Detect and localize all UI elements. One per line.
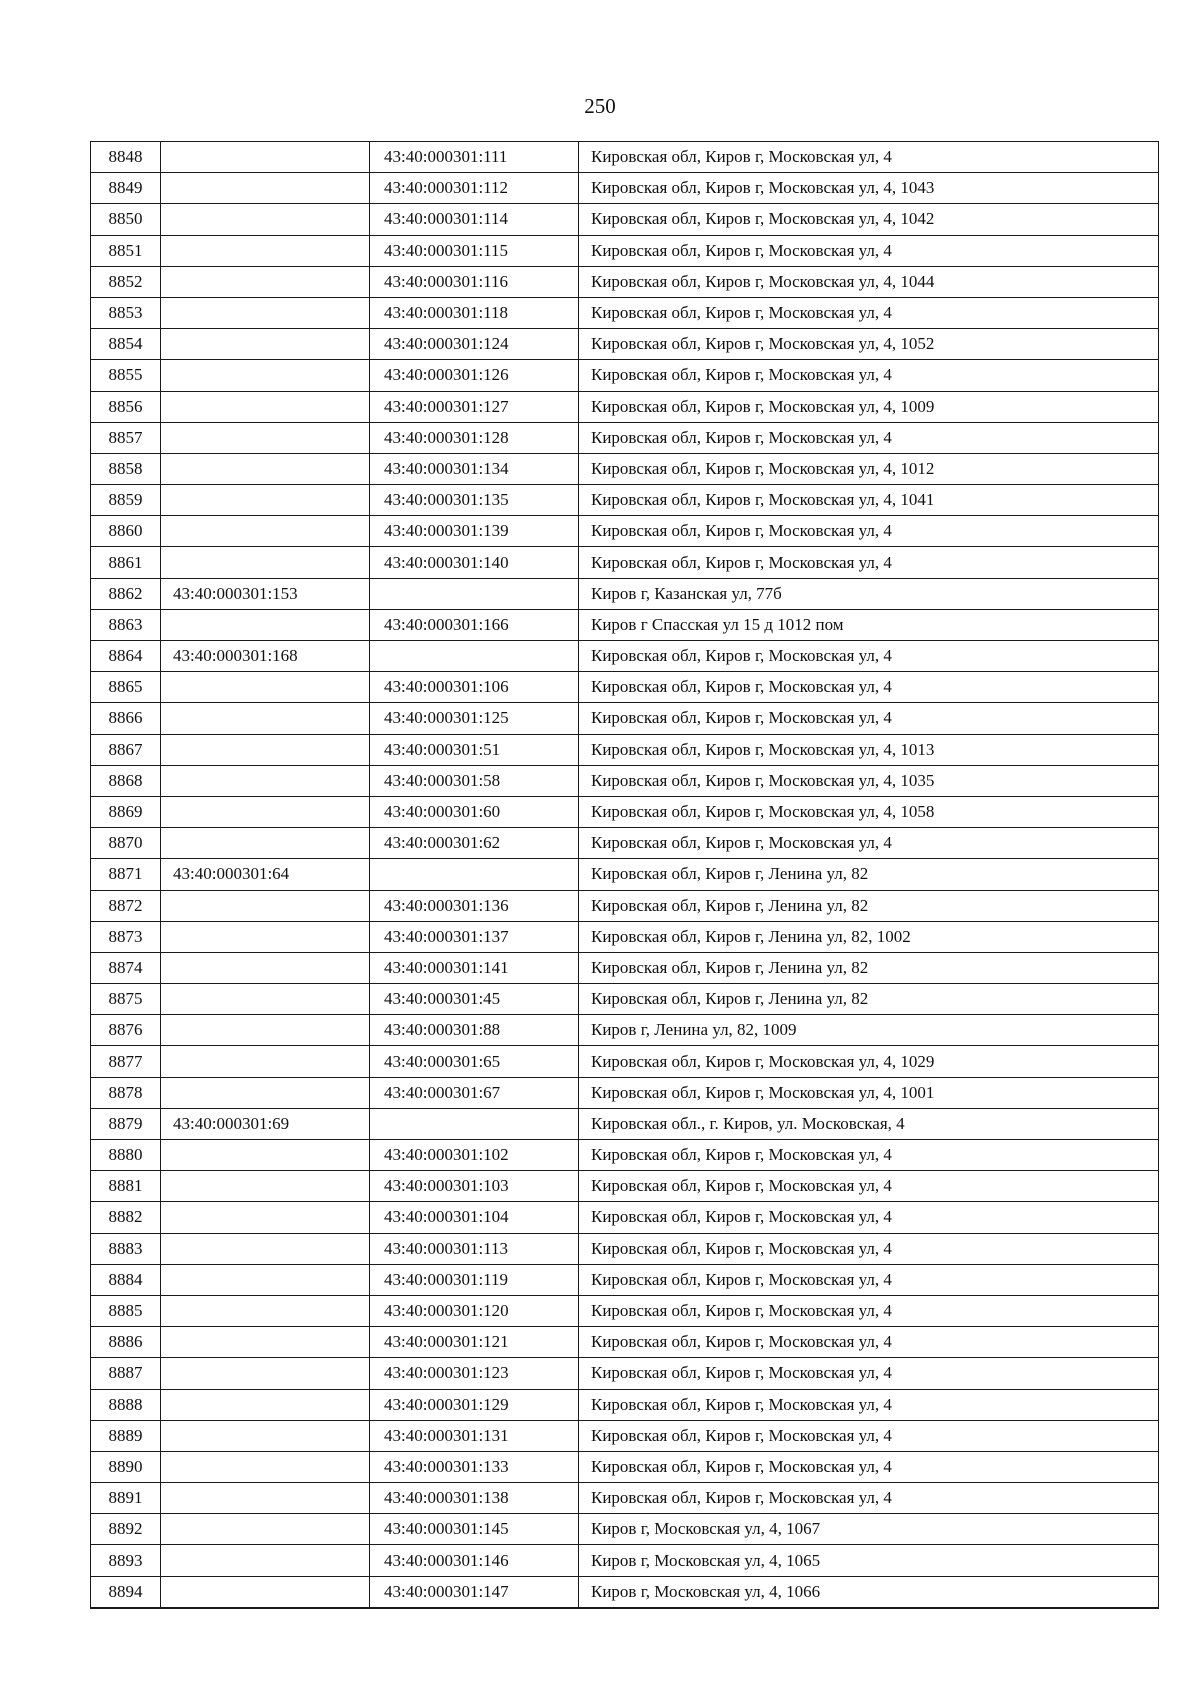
address-cell: Кировская обл, Киров г, Московская ул, 4 <box>579 1451 1159 1482</box>
premises-number-cell: 43:40:000301:140 <box>370 547 579 578</box>
premises-number-cell: 43:40:000301:104 <box>370 1202 579 1233</box>
parcel-number-cell <box>161 1202 370 1233</box>
row-number-cell: 8893 <box>91 1545 161 1576</box>
table-row <box>91 672 1159 703</box>
parcel-number-cell <box>161 672 370 703</box>
address-cell: Кировская обл, Киров г, Московская ул, 4 <box>579 235 1159 266</box>
row-number-cell: 8892 <box>91 1514 161 1545</box>
parcel-number-cell <box>161 703 370 734</box>
row-number-cell: 8871 <box>91 859 161 890</box>
row-number-cell: 8886 <box>91 1327 161 1358</box>
parcel-number-cell <box>161 765 370 796</box>
address-cell: Кировская обл, Киров г, Московская ул, 4, 1013 <box>579 734 1159 765</box>
address-cell: Кировская обл, Киров г, Московская ул, 4 <box>579 297 1159 328</box>
table-row <box>91 1545 1159 1576</box>
table-row <box>91 485 1159 516</box>
premises-number-cell: 43:40:000301:128 <box>370 422 579 453</box>
address-cell: Кировская обл, Киров г, Московская ул, 4 <box>579 1389 1159 1420</box>
parcel-number-cell <box>161 1264 370 1295</box>
row-number-cell: 8851 <box>91 235 161 266</box>
premises-number-cell: 43:40:000301:103 <box>370 1171 579 1202</box>
premises-number-cell: 43:40:000301:60 <box>370 796 579 827</box>
row-number-cell: 8894 <box>91 1576 161 1608</box>
address-cell: Киров г, Московская ул, 4, 1065 <box>579 1545 1159 1576</box>
address-cell: Кировская обл, Киров г, Московская ул, 4 <box>579 1327 1159 1358</box>
parcel-number-cell <box>161 1545 370 1576</box>
parcel-number-cell <box>161 173 370 204</box>
address-cell: Киров г, Ленина ул, 82, 1009 <box>579 1015 1159 1046</box>
parcel-number-cell <box>161 1483 370 1514</box>
premises-number-cell: 43:40:000301:135 <box>370 485 579 516</box>
parcel-number-cell <box>161 266 370 297</box>
row-number-cell: 8848 <box>91 142 161 173</box>
table-row <box>91 1389 1159 1420</box>
row-number-cell: 8874 <box>91 952 161 983</box>
premises-number-cell: 43:40:000301:137 <box>370 921 579 952</box>
address-cell: Кировская обл, Киров г, Московская ул, 4, 1044 <box>579 266 1159 297</box>
table-body <box>91 142 1159 1608</box>
address-cell: Кировская обл, Киров г, Ленина ул, 82 <box>579 890 1159 921</box>
premises-number-cell: 43:40:000301:127 <box>370 391 579 422</box>
premises-number-cell: 43:40:000301:88 <box>370 1015 579 1046</box>
premises-number-cell: 43:40:000301:124 <box>370 329 579 360</box>
address-cell: Кировская обл, Киров г, Московская ул, 4, 1043 <box>579 173 1159 204</box>
table-row <box>91 422 1159 453</box>
parcel-number-cell <box>161 890 370 921</box>
table-row <box>91 453 1159 484</box>
premises-number-cell: 43:40:000301:126 <box>370 360 579 391</box>
address-cell: Кировская обл, Киров г, Московская ул, 4, 1012 <box>579 453 1159 484</box>
address-cell: Кировская обл, Киров г, Московская ул, 4 <box>579 360 1159 391</box>
row-number-cell: 8868 <box>91 765 161 796</box>
row-number-cell: 8856 <box>91 391 161 422</box>
table-row <box>91 828 1159 859</box>
parcel-number-cell <box>161 204 370 235</box>
table-row <box>91 1295 1159 1326</box>
address-cell: Кировская обл, Киров г, Московская ул, 4 <box>579 672 1159 703</box>
premises-number-cell: 43:40:000301:147 <box>370 1576 579 1608</box>
premises-number-cell: 43:40:000301:65 <box>370 1046 579 1077</box>
parcel-number-cell <box>161 1171 370 1202</box>
page-number: 250 <box>584 94 616 118</box>
address-cell: Кировская обл, Киров г, Московская ул, 4 <box>579 1483 1159 1514</box>
table-row <box>91 391 1159 422</box>
address-cell: Кировская обл, Киров г, Московская ул, 4 <box>579 1358 1159 1389</box>
premises-number-cell: 43:40:000301:51 <box>370 734 579 765</box>
table-row <box>91 329 1159 360</box>
premises-number-cell: 43:40:000301:111 <box>370 142 579 173</box>
table-row <box>91 1576 1159 1608</box>
table-row <box>91 609 1159 640</box>
table-row <box>91 1140 1159 1171</box>
row-number-cell: 8853 <box>91 297 161 328</box>
premises-number-cell: 43:40:000301:118 <box>370 297 579 328</box>
row-number-cell: 8875 <box>91 984 161 1015</box>
address-cell: Киров г, Московская ул, 4, 1066 <box>579 1576 1159 1608</box>
table-row <box>91 266 1159 297</box>
row-number-cell: 8870 <box>91 828 161 859</box>
parcel-number-cell <box>161 1451 370 1482</box>
premises-number-cell: 43:40:000301:131 <box>370 1420 579 1451</box>
row-number-cell: 8859 <box>91 485 161 516</box>
address-cell: Кировская обл, Киров г, Московская ул, 4 <box>579 1202 1159 1233</box>
premises-number-cell: 43:40:000301:114 <box>370 204 579 235</box>
table-row <box>91 1327 1159 1358</box>
parcel-number-cell <box>161 360 370 391</box>
table-row <box>91 142 1159 173</box>
row-number-cell: 8854 <box>91 329 161 360</box>
table-row <box>91 1420 1159 1451</box>
address-cell: Киров г Спасская ул 15 д 1012 пом <box>579 609 1159 640</box>
parcel-number-cell <box>161 1015 370 1046</box>
row-number-cell: 8879 <box>91 1108 161 1139</box>
parcel-number-cell: 43:40:000301:69 <box>161 1108 370 1139</box>
parcel-number-cell <box>161 422 370 453</box>
address-cell: Кировская обл, Киров г, Московская ул, 4 <box>579 1264 1159 1295</box>
row-number-cell: 8883 <box>91 1233 161 1264</box>
premises-number-cell: 43:40:000301:138 <box>370 1483 579 1514</box>
address-cell: Кировская обл., г. Киров, ул. Московская, 4 <box>579 1108 1159 1139</box>
row-number-cell: 8884 <box>91 1264 161 1295</box>
table-row <box>91 1514 1159 1545</box>
table-row <box>91 1483 1159 1514</box>
parcel-number-cell <box>161 828 370 859</box>
premises-number-cell: 43:40:000301:141 <box>370 952 579 983</box>
address-cell: Кировская обл, Киров г, Ленина ул, 82 <box>579 859 1159 890</box>
address-cell: Кировская обл, Киров г, Московская ул, 4 <box>579 1295 1159 1326</box>
row-number-cell: 8872 <box>91 890 161 921</box>
parcel-number-cell <box>161 952 370 983</box>
row-number-cell: 8890 <box>91 1451 161 1482</box>
address-cell: Кировская обл, Киров г, Московская ул, 4 <box>579 547 1159 578</box>
premises-number-cell: 43:40:000301:146 <box>370 1545 579 1576</box>
table-row <box>91 1077 1159 1108</box>
parcel-number-cell <box>161 516 370 547</box>
premises-number-cell: 43:40:000301:145 <box>370 1514 579 1545</box>
row-number-cell: 8891 <box>91 1483 161 1514</box>
address-cell: Кировская обл, Киров г, Московская ул, 4, 1041 <box>579 485 1159 516</box>
address-cell: Кировская обл, Киров г, Московская ул, 4, 1035 <box>579 765 1159 796</box>
row-number-cell: 8850 <box>91 204 161 235</box>
table-row <box>91 578 1159 609</box>
premises-number-cell: 43:40:000301:62 <box>370 828 579 859</box>
address-cell: Кировская обл, Киров г, Московская ул, 4, 1058 <box>579 796 1159 827</box>
row-number-cell: 8849 <box>91 173 161 204</box>
address-cell: Кировская обл, Киров г, Московская ул, 4, 1042 <box>579 204 1159 235</box>
table-row <box>91 547 1159 578</box>
row-number-cell: 8864 <box>91 641 161 672</box>
table-row <box>91 641 1159 672</box>
table-row <box>91 1358 1159 1389</box>
row-number-cell: 8866 <box>91 703 161 734</box>
address-cell: Киров г, Московская ул, 4, 1067 <box>579 1514 1159 1545</box>
table-row <box>91 1264 1159 1295</box>
address-cell: Кировская обл, Киров г, Ленина ул, 82 <box>579 952 1159 983</box>
parcel-number-cell <box>161 1576 370 1608</box>
address-cell: Кировская обл, Киров г, Московская ул, 4 <box>579 1171 1159 1202</box>
table-row <box>91 1108 1159 1139</box>
row-number-cell: 8878 <box>91 1077 161 1108</box>
parcel-number-cell <box>161 297 370 328</box>
parcel-number-cell <box>161 1046 370 1077</box>
table-row <box>91 1171 1159 1202</box>
row-number-cell: 8869 <box>91 796 161 827</box>
parcel-number-cell <box>161 547 370 578</box>
address-cell: Кировская обл, Киров г, Московская ул, 4 <box>579 422 1159 453</box>
address-cell: Кировская обл, Киров г, Ленина ул, 82, 1002 <box>579 921 1159 952</box>
parcel-number-cell <box>161 1514 370 1545</box>
parcel-number-cell <box>161 1327 370 1358</box>
premises-number-cell: 43:40:000301:123 <box>370 1358 579 1389</box>
parcel-number-cell <box>161 485 370 516</box>
address-cell: Кировская обл, Киров г, Московская ул, 4 <box>579 1233 1159 1264</box>
parcel-number-cell <box>161 329 370 360</box>
premises-number-cell: 43:40:000301:139 <box>370 516 579 547</box>
row-number-cell: 8873 <box>91 921 161 952</box>
row-number-cell: 8863 <box>91 609 161 640</box>
table-row <box>91 1046 1159 1077</box>
row-number-cell: 8876 <box>91 1015 161 1046</box>
row-number-cell: 8852 <box>91 266 161 297</box>
parcel-number-cell <box>161 1295 370 1326</box>
table-row <box>91 235 1159 266</box>
row-number-cell: 8860 <box>91 516 161 547</box>
row-number-cell: 8880 <box>91 1140 161 1171</box>
table-row <box>91 1015 1159 1046</box>
row-number-cell: 8861 <box>91 547 161 578</box>
premises-number-cell: 43:40:000301:166 <box>370 609 579 640</box>
table-row <box>91 859 1159 890</box>
table-row <box>91 984 1159 1015</box>
premises-number-cell: 43:40:000301:58 <box>370 765 579 796</box>
row-number-cell: 8855 <box>91 360 161 391</box>
address-cell: Кировская обл, Киров г, Московская ул, 4 <box>579 516 1159 547</box>
row-number-cell: 8858 <box>91 453 161 484</box>
parcel-number-cell <box>161 984 370 1015</box>
address-cell: Кировская обл, Киров г, Московская ул, 4, 1009 <box>579 391 1159 422</box>
table-row <box>91 1451 1159 1482</box>
premises-number-cell <box>370 859 579 890</box>
row-number-cell: 8885 <box>91 1295 161 1326</box>
address-cell: Кировская обл, Киров г, Московская ул, 4 <box>579 1140 1159 1171</box>
premises-number-cell <box>370 641 579 672</box>
address-cell: Кировская обл, Киров г, Московская ул, 4 <box>579 142 1159 173</box>
parcel-number-cell: 43:40:000301:168 <box>161 641 370 672</box>
parcel-number-cell <box>161 1389 370 1420</box>
premises-number-cell: 43:40:000301:133 <box>370 1451 579 1482</box>
parcel-number-cell <box>161 1358 370 1389</box>
row-number-cell: 8888 <box>91 1389 161 1420</box>
parcel-number-cell <box>161 1140 370 1171</box>
premises-number-cell: 43:40:000301:134 <box>370 453 579 484</box>
parcel-number-cell <box>161 734 370 765</box>
parcel-number-cell <box>161 921 370 952</box>
premises-number-cell: 43:40:000301:113 <box>370 1233 579 1264</box>
parcel-number-cell <box>161 1233 370 1264</box>
table-row <box>91 796 1159 827</box>
row-number-cell: 8867 <box>91 734 161 765</box>
table-row <box>91 734 1159 765</box>
parcel-number-cell <box>161 453 370 484</box>
table-row <box>91 1233 1159 1264</box>
table-row <box>91 765 1159 796</box>
row-number-cell: 8862 <box>91 578 161 609</box>
table-row <box>91 921 1159 952</box>
premises-number-cell: 43:40:000301:45 <box>370 984 579 1015</box>
table-row <box>91 204 1159 235</box>
premises-number-cell: 43:40:000301:120 <box>370 1295 579 1326</box>
address-cell: Кировская обл, Киров г, Московская ул, 4 <box>579 641 1159 672</box>
table-row <box>91 360 1159 391</box>
parcel-number-cell <box>161 235 370 266</box>
address-cell: Кировская обл, Киров г, Московская ул, 4, 1029 <box>579 1046 1159 1077</box>
parcel-number-cell <box>161 142 370 173</box>
premises-number-cell: 43:40:000301:136 <box>370 890 579 921</box>
address-cell: Киров г, Казанская ул, 77б <box>579 578 1159 609</box>
premises-number-cell: 43:40:000301:116 <box>370 266 579 297</box>
premises-number-cell <box>370 578 579 609</box>
premises-number-cell: 43:40:000301:121 <box>370 1327 579 1358</box>
premises-number-cell: 43:40:000301:102 <box>370 1140 579 1171</box>
premises-number-cell <box>370 1108 579 1139</box>
parcel-number-cell <box>161 609 370 640</box>
address-cell: Кировская обл, Киров г, Ленина ул, 82 <box>579 984 1159 1015</box>
row-number-cell: 8887 <box>91 1358 161 1389</box>
parcel-number-cell: 43:40:000301:153 <box>161 578 370 609</box>
premises-number-cell: 43:40:000301:112 <box>370 173 579 204</box>
parcel-number-cell <box>161 391 370 422</box>
table-row <box>91 297 1159 328</box>
row-number-cell: 8881 <box>91 1171 161 1202</box>
address-cell: Кировская обл, Киров г, Московская ул, 4, 1052 <box>579 329 1159 360</box>
premises-number-cell: 43:40:000301:125 <box>370 703 579 734</box>
table-row <box>91 1202 1159 1233</box>
address-cell: Кировская обл, Киров г, Московская ул, 4 <box>579 1420 1159 1451</box>
premises-number-cell: 43:40:000301:129 <box>370 1389 579 1420</box>
property-registry-table <box>90 141 1159 1609</box>
premises-number-cell: 43:40:000301:119 <box>370 1264 579 1295</box>
table-row <box>91 703 1159 734</box>
table-row <box>91 516 1159 547</box>
parcel-number-cell <box>161 1077 370 1108</box>
parcel-number-cell <box>161 796 370 827</box>
row-number-cell: 8857 <box>91 422 161 453</box>
address-cell: Кировская обл, Киров г, Московская ул, 4, 1001 <box>579 1077 1159 1108</box>
row-number-cell: 8877 <box>91 1046 161 1077</box>
table-row <box>91 173 1159 204</box>
premises-number-cell: 43:40:000301:115 <box>370 235 579 266</box>
parcel-number-cell <box>161 1420 370 1451</box>
premises-number-cell: 43:40:000301:106 <box>370 672 579 703</box>
table-row <box>91 952 1159 983</box>
address-cell: Кировская обл, Киров г, Московская ул, 4 <box>579 828 1159 859</box>
address-cell: Кировская обл, Киров г, Московская ул, 4 <box>579 703 1159 734</box>
table-row <box>91 890 1159 921</box>
row-number-cell: 8865 <box>91 672 161 703</box>
row-number-cell: 8882 <box>91 1202 161 1233</box>
parcel-number-cell: 43:40:000301:64 <box>161 859 370 890</box>
premises-number-cell: 43:40:000301:67 <box>370 1077 579 1108</box>
row-number-cell: 8889 <box>91 1420 161 1451</box>
